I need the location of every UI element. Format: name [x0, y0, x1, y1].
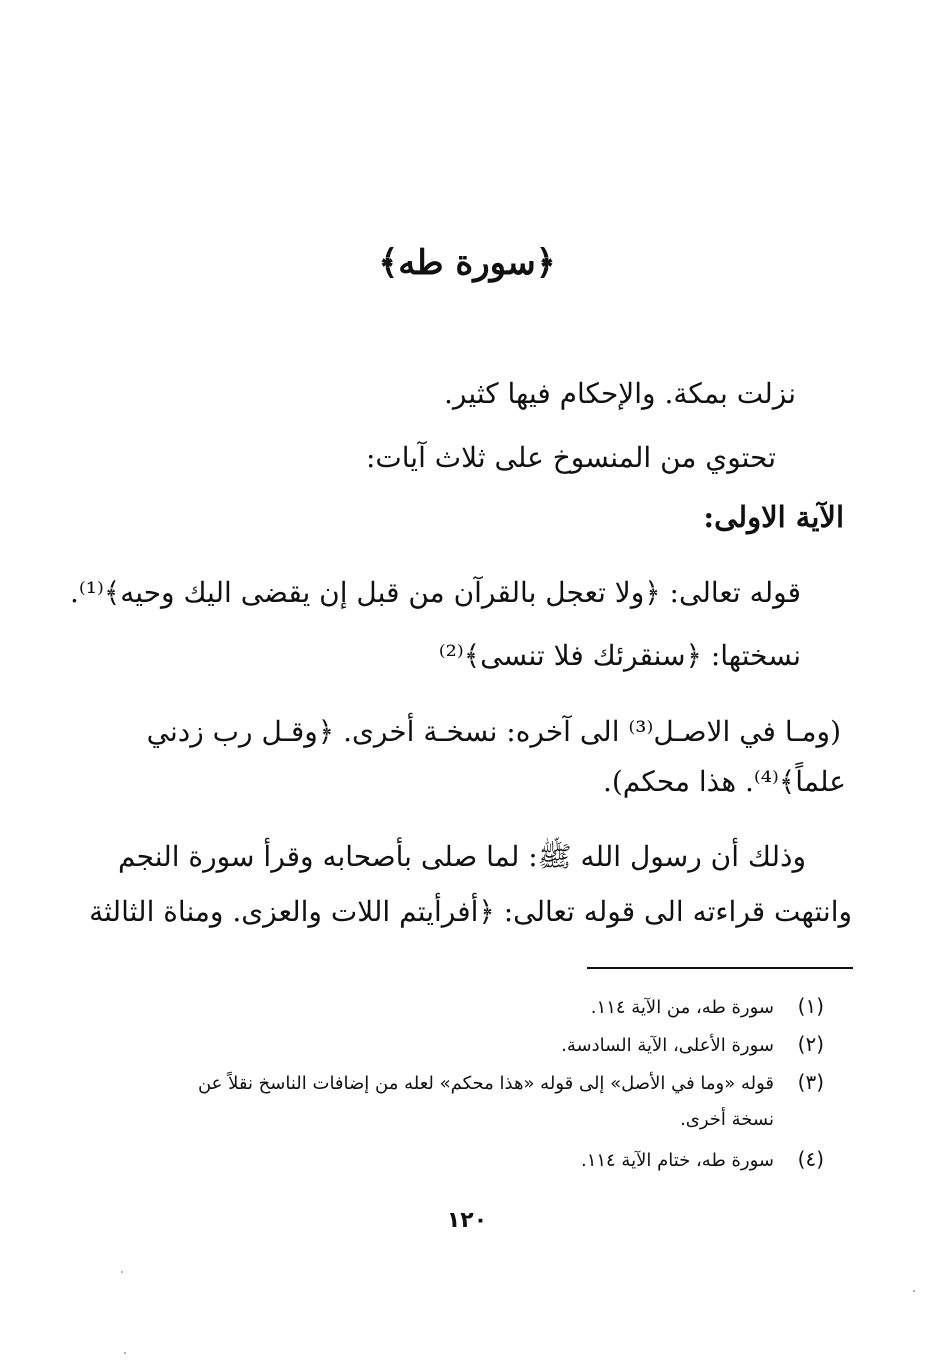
- footnote-number-2: (٢): [797, 1032, 824, 1056]
- explanation-line-1: وذلك أن رسول الله ﷺ: لما صلى بأصحابه وقرأ سورة النجم: [118, 840, 806, 873]
- explanation-line-2: وانتهت قراءته الى قوله تعالى: ﴿أفرأيتم اللات والعزى. ومناة الثالثة: [89, 895, 852, 928]
- footnote-number-4: (٤): [797, 1147, 824, 1171]
- intro-line-1: نزلت بمكة. والإحكام فيها كثير.: [444, 377, 796, 410]
- scan-speck: [124, 1352, 126, 1354]
- footnote-text-3-continuation: نسخة أخرى.: [680, 1109, 774, 1130]
- bracket-note-line-1: (ومـا في الاصـل⁽³⁾ الى آخره: نسخـة أخرى. ﴿وقـل رب زدني: [146, 715, 841, 748]
- footnote-divider: [587, 967, 853, 969]
- scan-speck: [121, 1271, 123, 1273]
- scan-speck: [913, 1290, 915, 1292]
- bracket-note-line-2: علماً﴾⁽⁴⁾. هذا محكم).: [602, 765, 846, 798]
- footnote-text-2: سورة الأعلى، الآية السادسة.: [561, 1035, 774, 1056]
- verse-line-1: قوله تعالى: ﴿ولا تعجل بالقرآن من قبل إن يقضى اليك وحيه﴾⁽¹⁾.: [69, 576, 801, 609]
- footnote-text-4: سورة طه، ختام الآية ١١٤.: [580, 1150, 774, 1171]
- page-number: ١٢٠: [446, 1208, 488, 1233]
- surah-title: ﴿سورة طه﴾: [378, 243, 556, 283]
- verse-line-2: نسختها: ﴿سنقرئك فلا تنسى﴾⁽²⁾: [438, 639, 801, 672]
- first-verse-heading: الآية الاولى:: [703, 500, 844, 534]
- footnote-text-1: سورة طه، من الآية ١١٤.: [590, 997, 774, 1018]
- footnote-number-3: (٣): [797, 1070, 824, 1094]
- intro-line-2: تحتوي من المنسوخ على ثلاث آيات:: [365, 441, 776, 474]
- footnote-number-1: (١): [797, 994, 824, 1018]
- footnote-text-3: قوله «وما في الأصل» إلى قوله «هذا محكم» لعله من إضافات الناسخ نقلاً عن: [197, 1073, 774, 1094]
